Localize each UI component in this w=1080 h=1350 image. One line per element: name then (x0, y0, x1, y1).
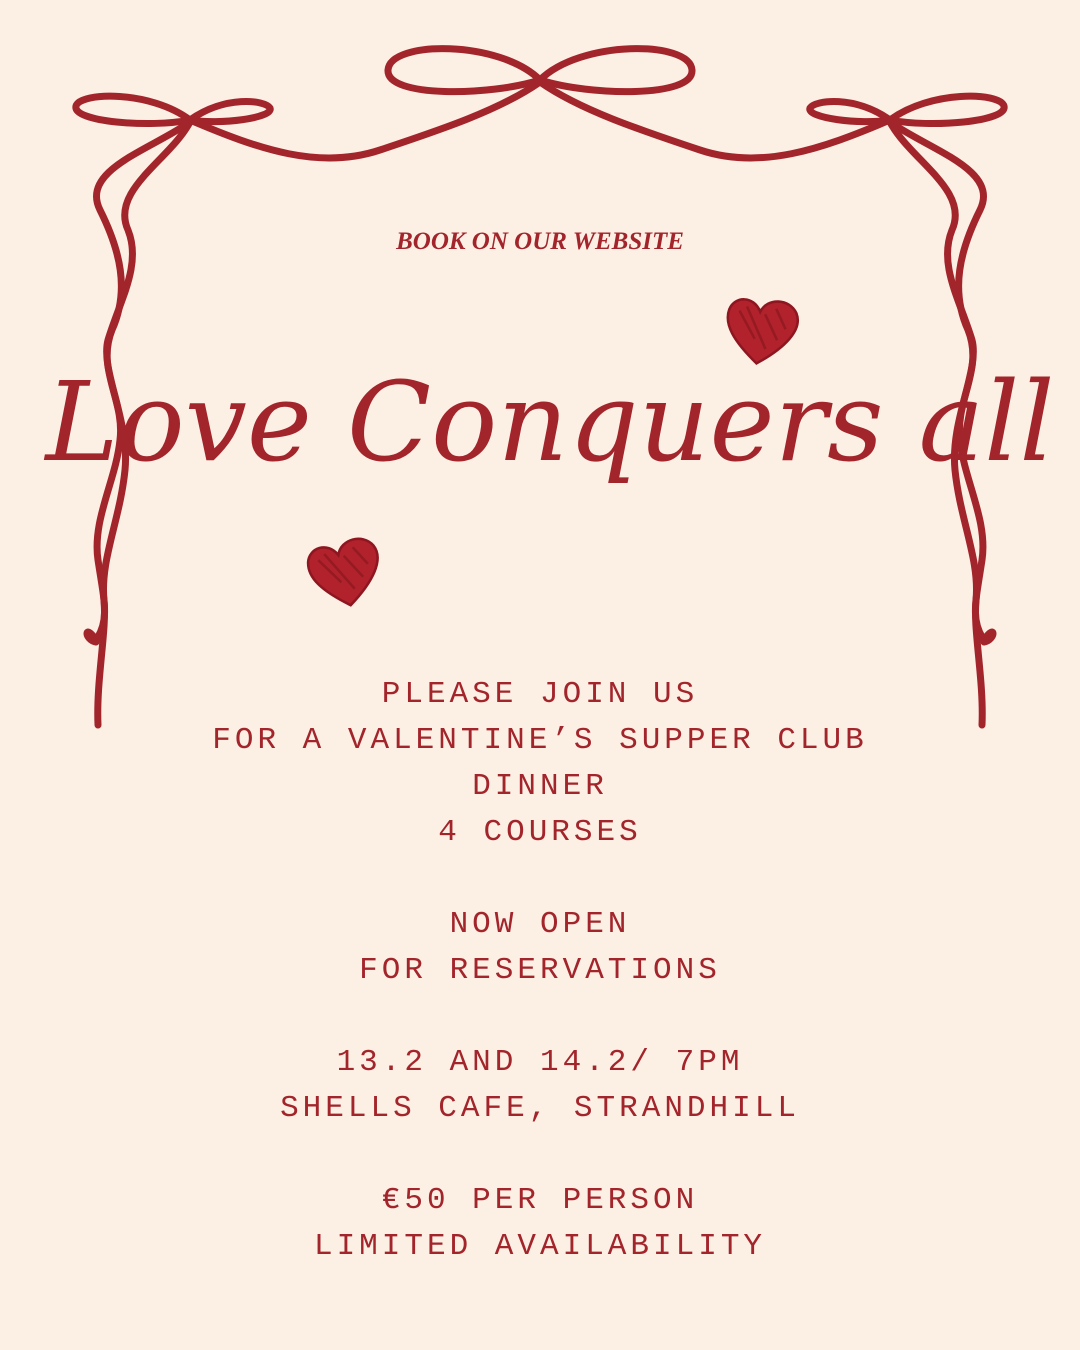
detail-line: NOW OPEN (449, 907, 631, 942)
event-details (0, 672, 1080, 1270)
title-text: Love Conquers all (45, 358, 1055, 486)
detail-line: LIMITED AVAILABILITY (313, 1229, 767, 1264)
book-website-tagline: BOOK ON OUR WEBSITE (396, 228, 684, 255)
detail-line: SHELLS CAFE, STRANDHILL (280, 1091, 800, 1126)
script-title (45, 320, 1055, 600)
detail-line: FOR A VALENTINE’S SUPPER CLUB (212, 723, 868, 758)
detail-line: 4 COURSES (438, 815, 642, 850)
detail-line: 13.2 AND 14.2/ 7PM (336, 1045, 744, 1080)
detail-line: FOR RESERVATIONS (359, 953, 721, 988)
detail-line: PLEASE JOIN US (381, 677, 699, 712)
detail-line: DINNER (472, 769, 608, 804)
detail-line: €50 PER PERSON (381, 1183, 699, 1218)
